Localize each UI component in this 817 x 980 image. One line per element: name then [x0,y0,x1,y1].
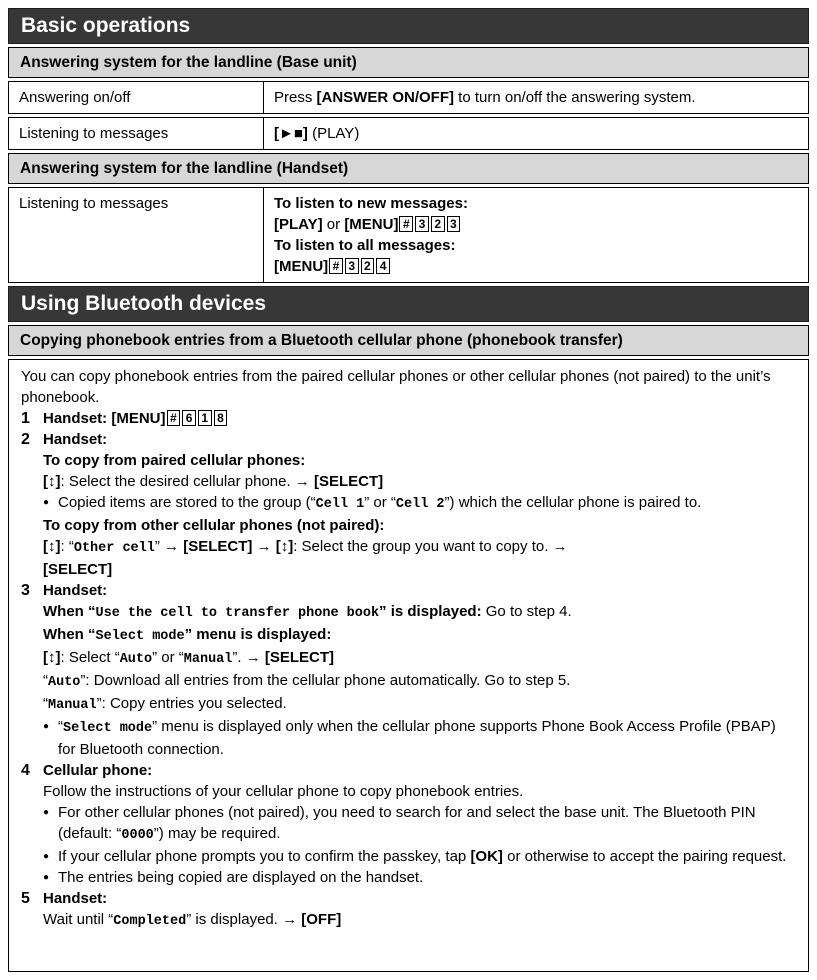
text-segment: or otherwise to accept the pairing request. [502,848,787,865]
keypad-key: 3 [345,258,359,274]
text-segment: Copied items are stored to the group (“ [58,494,316,511]
bold-text: [PLAY] [274,216,323,233]
row-content [263,187,809,283]
step-line [21,888,796,909]
bold-text: [ANSWER ON/OFF] [316,89,454,106]
text-segment: → [252,538,276,555]
step-content [43,888,796,909]
text-segment: (PLAY) [307,125,360,142]
bold-text: Handset: [43,890,108,907]
sub-line [21,450,796,471]
text-segment: ”: Download all entries from the cellular phone automatically. Go to step 5. [80,672,571,689]
text-segment: ” → [154,538,184,555]
display-text: Cell 1 [315,497,365,512]
text-segment: or [322,216,345,233]
bullet-content [58,867,796,888]
keypad-key: 3 [415,216,429,232]
keypad-key: 2 [361,258,375,274]
text-segment: If your cellular phone prompts you to confirm the passkey, tap [58,848,471,865]
display-text: Cell 2 [395,497,445,512]
section-header: Using Bluetooth devices [8,286,809,322]
content-line [274,87,798,108]
text-segment: ” menu is displayed only when the cellular phone supports Phone Book Access Profile (PBAP) for Bluetooth connection. [58,718,776,758]
text-segment: For other cellular phones (not paired), you need to search for and select the base unit. The Bluetooth PIN (default: “ [58,804,756,842]
text-segment: Go to step 4. [481,603,572,620]
bullet-line [21,802,796,846]
display-text: Select mode [95,629,185,644]
instruction-table [8,81,809,150]
bold-text: [SELECT] [264,649,335,666]
table-row [8,81,809,114]
text-segment: ”. → [232,649,265,666]
text-segment: Follow the instructions of your cellular phone to copy phonebook entries. [43,783,524,800]
bullet-icon: ● [43,721,50,732]
text-segment: ”) may be required. [153,825,281,842]
bold-text: Handset: [43,431,108,448]
sub-line [21,536,796,559]
step-content [43,580,796,601]
text-segment: Wait until “ [43,911,114,928]
text-segment: : Select “ [60,649,120,666]
bold-text: Handset: [43,582,108,599]
sub-line [21,624,796,647]
text-segment: Press [274,89,317,106]
step-number: 3 [21,582,30,599]
text-segment: ” is displayed. → [186,911,302,928]
step-content [43,408,796,429]
keypad-key: 2 [431,216,445,232]
bold-text: [SELECT] [43,561,113,578]
display-text: Other cell [73,541,155,556]
sub-line [21,909,796,932]
bold-text: To copy from other cellular phones (not paired): [43,517,385,534]
bold-text: [MENU] [274,258,329,275]
keypad-key: 4 [376,258,390,274]
instruction-table [8,187,809,283]
keypad-key: 3 [447,216,461,232]
bold-text: ” is displayed: [379,603,482,620]
display-text: Auto [48,675,81,690]
subsection-header: Copying phonebook entries from a Bluetooth cellular phone (phonebook transfer) [8,325,809,356]
text-segment: “ [43,672,48,689]
keypad-key: 8 [214,410,228,426]
display-text: Completed [113,914,187,929]
bold-text: Cellular phone: [43,762,153,779]
bold-text: [↕] [275,538,294,555]
text-segment: : Select the desired cellular phone. → [60,473,314,490]
bold-text: [OK] [470,848,503,865]
sub-line [21,559,796,580]
step-number: 2 [21,431,30,448]
step-line [21,408,796,429]
row-label: Listening to messages [8,187,263,283]
sub-line [21,601,796,624]
keypad-key: 6 [182,410,196,426]
bold-text: [MENU] [344,216,399,233]
text-segment: : Select the group you want to copy to. → [293,538,568,555]
text-segment: ” or “ [364,494,396,511]
bullet-icon: ● [43,497,50,508]
display-text: Manual [183,652,233,667]
display-text: Auto [119,652,153,667]
bold-text: [↕] [43,538,61,555]
sub-line [21,515,796,536]
content-line [274,193,798,214]
step-number: 1 [21,410,30,427]
bold-text: [↕] [43,649,61,666]
content-line [274,235,798,256]
bullet-content [58,492,796,515]
bold-text: To copy from paired cellular phones: [43,452,306,469]
sub-line [21,471,796,492]
bullet-line [21,846,796,867]
bullet-icon: ● [43,872,50,883]
display-text: 0000 [121,828,154,843]
text-segment: The entries being copied are displayed on the handset. [58,869,424,886]
bold-text: ” menu is displayed: [184,626,332,643]
display-text: Select mode [63,721,153,736]
text-segment: “ [43,695,48,712]
step-line [21,580,796,601]
bold-text: To listen to all messages: [274,237,456,254]
step-number: 4 [21,762,30,779]
bold-text: When “ [43,603,96,620]
table-row [8,117,809,150]
bold-text: To listen to new messages: [274,195,468,212]
step-line [21,760,796,781]
subsection-header: Answering system for the landline (Base unit) [8,47,809,78]
bullet-content [58,846,796,867]
content-line [274,123,798,144]
text-segment: : “ [60,538,74,555]
keypad-key: # [399,216,413,232]
text-segment: to turn on/off the answering system. [454,89,696,106]
sub-line [21,693,796,716]
sub-line [21,781,796,802]
keypad-key: 1 [198,410,212,426]
text-segment: “ [58,718,63,735]
bold-text: [SELECT] [183,538,253,555]
bullet-content [58,716,796,760]
step-content [43,760,796,781]
section-header: Basic operations [8,8,809,44]
bold-text: [SELECT] [313,473,384,490]
bullet-icon: ● [43,851,50,862]
bullet-line [21,867,796,888]
bold-text: [►■] [274,125,308,142]
text-segment: You can copy phonebook entries from the paired cellular phones or other cellular phones (not paired) to the unit’s phonebook. [21,368,771,406]
bold-text: [OFF] [301,911,342,928]
keypad-key: # [167,410,181,426]
step-number: 5 [21,890,30,907]
body-text [8,359,809,972]
sub-line [21,647,796,670]
subsection-header: Answering system for the landline (Handset) [8,153,809,184]
text-segment: ”) which the cellular phone is paired to. [444,494,702,511]
row-label: Answering on/off [8,81,263,114]
bullet-line [21,716,796,760]
bullet-content [58,802,796,846]
display-text: Manual [48,698,97,713]
keypad-key: # [329,258,343,274]
text-segment: ”: Copy entries you selected. [96,695,287,712]
content-line [274,214,798,235]
bullet-icon: ● [43,807,50,818]
text-segment: ” or “ [152,649,184,666]
bullet-line [21,492,796,515]
step-content [43,429,796,450]
table-row [8,187,809,283]
step-line [21,429,796,450]
content-line [274,256,798,277]
row-label: Listening to messages [8,117,263,150]
bold-text: Handset: [MENU] [43,410,166,427]
display-text: Use the cell to transfer phone book [95,606,380,621]
bold-text: [↕] [43,473,61,490]
sub-line [21,670,796,693]
row-content [263,117,809,150]
paragraph [21,366,796,408]
row-content [263,81,809,114]
bold-text: When “ [43,626,96,643]
